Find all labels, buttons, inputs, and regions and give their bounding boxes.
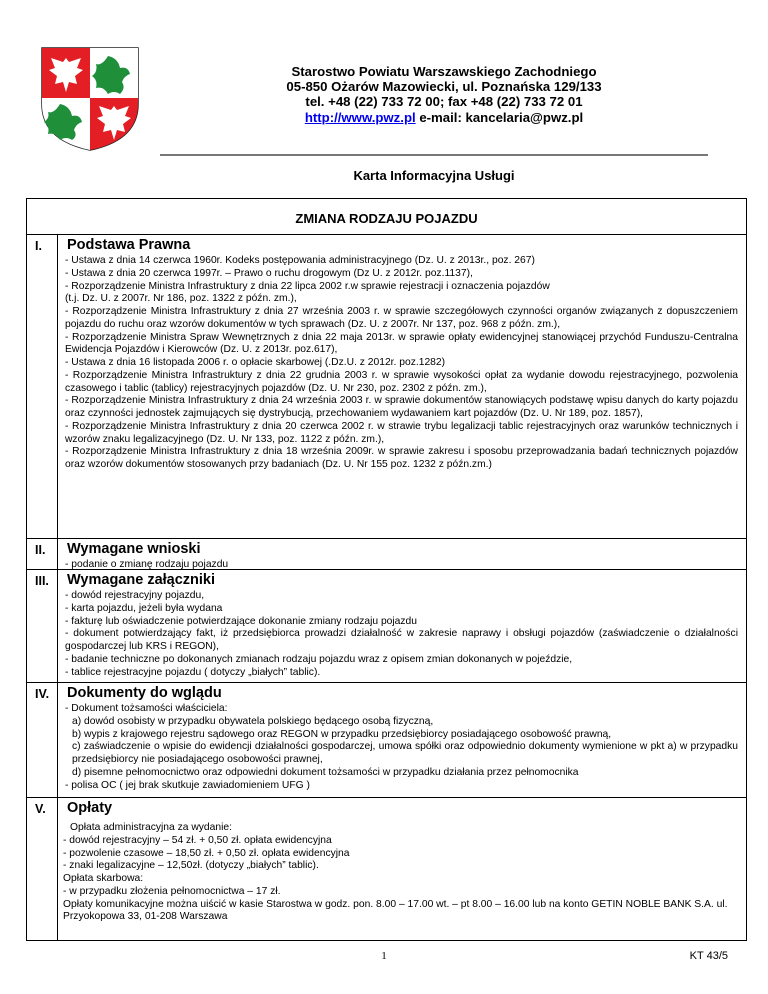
document-code: KT 43/5 xyxy=(689,950,728,962)
text-line: - Ustawa z dnia 20 czerwca 1997r. – Prawo o ruchu drogowym (Dz U. z 2012r. poz.1137), xyxy=(65,267,473,279)
text-line: (t.j. Dz. U. z 2007r. Nr 186, poz. 1322 z późn. zm.), xyxy=(65,293,297,305)
text-line: - Rozporządzenie Ministra Infrastruktury z dnia 27 września 2003 r. w sprawie szczegółowych czynności organów związanych z dopuszczeniem pojazdu do ruchu oraz wzorów dokumentów w tych sprawach (Dz. U. z 2007r. Nr 137, poz. 968 z późn. zm.), xyxy=(65,306,738,330)
header xyxy=(160,64,728,125)
section-number: I. xyxy=(35,239,42,253)
section-number: IV. xyxy=(35,687,50,701)
text-line: - Rozporządzenie Ministra Infrastruktury z dnia 22 grudnia 2003 r. w sprawie wysokości opłat za wydanie dowodu rejestracyjnego, pozwolenia czasowego i tablic (tablicy) rejestracyjnych pojazdów (Dz. U. Nr 230, poz. 2302 z późn. zm.), xyxy=(65,369,738,394)
section-documents-to-inspect xyxy=(27,683,746,798)
text-line: - Dokument tożsamości właściciela: xyxy=(65,703,228,714)
section-title: Wymagane wnioski xyxy=(67,541,201,557)
text-line: - fakturę lub oświadczenie potwierdzające dokonanie zmiany rodzaju pojazdu xyxy=(65,615,418,627)
text-line: - polisa OC ( jej brak skutkuje zawiadomieniem UFG ) xyxy=(65,779,310,791)
text-line: - Rozporządzenie Ministra Infrastruktury z dnia 24 września 2003 r. w sprawie dokumentów stanowiących podstawę wpisu danych do karty pojazdu oraz czynności jednostek zajmujących się dystrybucją, przechowaniem wydawaniem kart pojazdów (Dz. U. Nr 189, poz. 1857), xyxy=(65,395,738,419)
section-required-forms xyxy=(27,539,746,573)
section-title: Opłaty xyxy=(67,800,113,816)
text-line: - karta pojazdu, jeżeli była wydana xyxy=(65,602,223,614)
section-body xyxy=(65,590,738,679)
section-number: II. xyxy=(35,543,46,557)
text-line: - dowód rejestracyjny – 54 zł. + 0,50 zł. opłata ewidencyjna xyxy=(63,834,332,846)
text-line: - badanie techniczne po dokonanych zmianach rodzaju pojazdu wraz z opisem zmian dokonanych w pojeździe, xyxy=(65,653,573,665)
content-frame xyxy=(26,198,747,941)
email-text: e-mail: kancelaria@pwz.pl xyxy=(415,109,584,125)
coat-of-arms-icon xyxy=(38,44,142,152)
page-number: 1 xyxy=(381,950,387,962)
text-line: - Rozporządzenie Ministra Infrastruktury z dnia 18 września 2009r. w sprawie zakresu i sposobu przeprowadzania badań technicznych pojazdów oraz wzorów dokumentów stosowanych przy badaniach (Dz. U. Nr 155 poz. 1232 z późn.zm.) xyxy=(65,446,738,470)
text-line: - dokument potwierdzający fakt, iż przedsiębiorca prowadzi działalność w zakresie naprawy i obsługi pojazdów (zaświadczenie o działalności gospodarczej lub KRS i REGON), xyxy=(65,628,738,652)
text-line: - Rozporządzenie Ministra Infrastruktury z dnia 20 czerwca 2002 r. w strawie trybu legalizacji tablic rejestracyjnych oraz warunków technicznych i wzorów znaku legalizacyjnego (Dz. U. Nr 133, poz. 1122 z późn. zm.), xyxy=(65,420,738,445)
text-line: Opłata skarbowa: xyxy=(63,873,144,884)
text-line: b) wypis z krajowego rejestru sądowego oraz REGON w przypadku przedsiębiorcy posiadającego osobowość prawną, xyxy=(72,728,612,740)
section-attachments xyxy=(27,570,746,685)
text-line: - pozwolenie czasowe – 18,50 zł. + 0,50 zł. opłata ewidencyjna xyxy=(63,847,350,859)
text-line: - Ustawa z dnia 14 czerwca 1960r. Kodeks postępowania administracyjnego (Dz. U. z 2013r., poz. 267) xyxy=(65,255,535,266)
section-body xyxy=(63,822,738,924)
section-legal-basis xyxy=(27,235,746,546)
text-line: - Rozporządzenie Ministra Infrastruktury z dnia 22 lipca 2002 r.w sprawie rejestracji i oznaczenia pojazdów xyxy=(65,280,550,292)
section-body xyxy=(65,255,738,472)
text-line: - Ustawa z dnia 16 listopada 2006 r. o opłacie skarbowej (.Dz.U. z 2012r. poz.1282) xyxy=(65,357,446,368)
text-line: Opłaty komunikacyjne można uiścić w kasie Starostwa w godz. pon. 8.00 – 17.00 wt. – pt 8.00 – 16.00 lub na konto GETIN NOBLE BANK S.A. ul. Przyokopowa 33, 01-208 Warszawa xyxy=(63,898,728,923)
section-title: Wymagane załączniki xyxy=(67,572,216,588)
text-line: c) zaświadczenie o wpisie do ewidencji działalności gospodarczej, umowa spółki oraz odpowiednio dokumenty wymienione w pkt a) w przypadku przedsiębiorcy nie posiadającego osobowości prawnej, xyxy=(72,741,738,765)
office-name: Starostwo Powiatu Warszawskiego Zachodniego xyxy=(291,64,597,79)
section-title: Podstawa Prawna xyxy=(67,237,191,253)
section-number: III. xyxy=(35,574,49,588)
text-line: - dowód rejestracyjny pojazdu, xyxy=(65,590,205,601)
card-title: Karta Informacyjna Usługi xyxy=(353,168,515,183)
section-body xyxy=(65,703,738,792)
website-link[interactable]: http://www.pwz.pl xyxy=(304,109,416,125)
header-divider xyxy=(160,154,708,156)
section-number: V. xyxy=(35,802,46,816)
text-line: Opłata administracyjna za wydanie: xyxy=(70,822,232,833)
text-line: - znaki legalizacyjne – 12,50zł. (dotyczy „białych” tablic). xyxy=(63,860,319,872)
office-address: 05-850 Ożarów Mazowiecki, ul. Poznańska 129/133 xyxy=(286,79,602,95)
office-contact xyxy=(160,110,728,125)
text-line: a) dowód osobisty w przypadku obywatela polskiego będącego osobą fizyczną, xyxy=(72,715,434,727)
text-line: - w przypadku złożenia pełnomocnictwa – 17 zł. xyxy=(63,885,281,897)
office-phone: tel. +48 (22) 733 72 00; fax +48 (22) 733 72 01 xyxy=(305,94,583,110)
text-line: d) pisemne pełnomocnictwo oraz odpowiedni dokument tożsamości w przypadku działania przez pełnomocnika xyxy=(72,766,579,778)
section-title: Dokumenty do wglądu xyxy=(67,685,222,701)
text-line: - tablice rejestracyjne pojazdu ( dotyczy „białych” tablic). xyxy=(65,666,321,678)
section-fees xyxy=(27,798,746,938)
text-line: - podanie o zmianę rodzaju pojazdu xyxy=(65,559,229,570)
document-title: ZMIANA RODZAJU POJAZDU xyxy=(295,211,478,226)
text-line: - Rozporządzenie Ministra Spraw Wewnętrznych z dnia 22 maja 2013r. w sprawie opłaty ewidencyjnej stanowiącej przychód Funduszu-Centralna Ewidencja Pojazdów i Kierowców (Dz. U. z 2013r. poz.617), xyxy=(65,331,738,356)
